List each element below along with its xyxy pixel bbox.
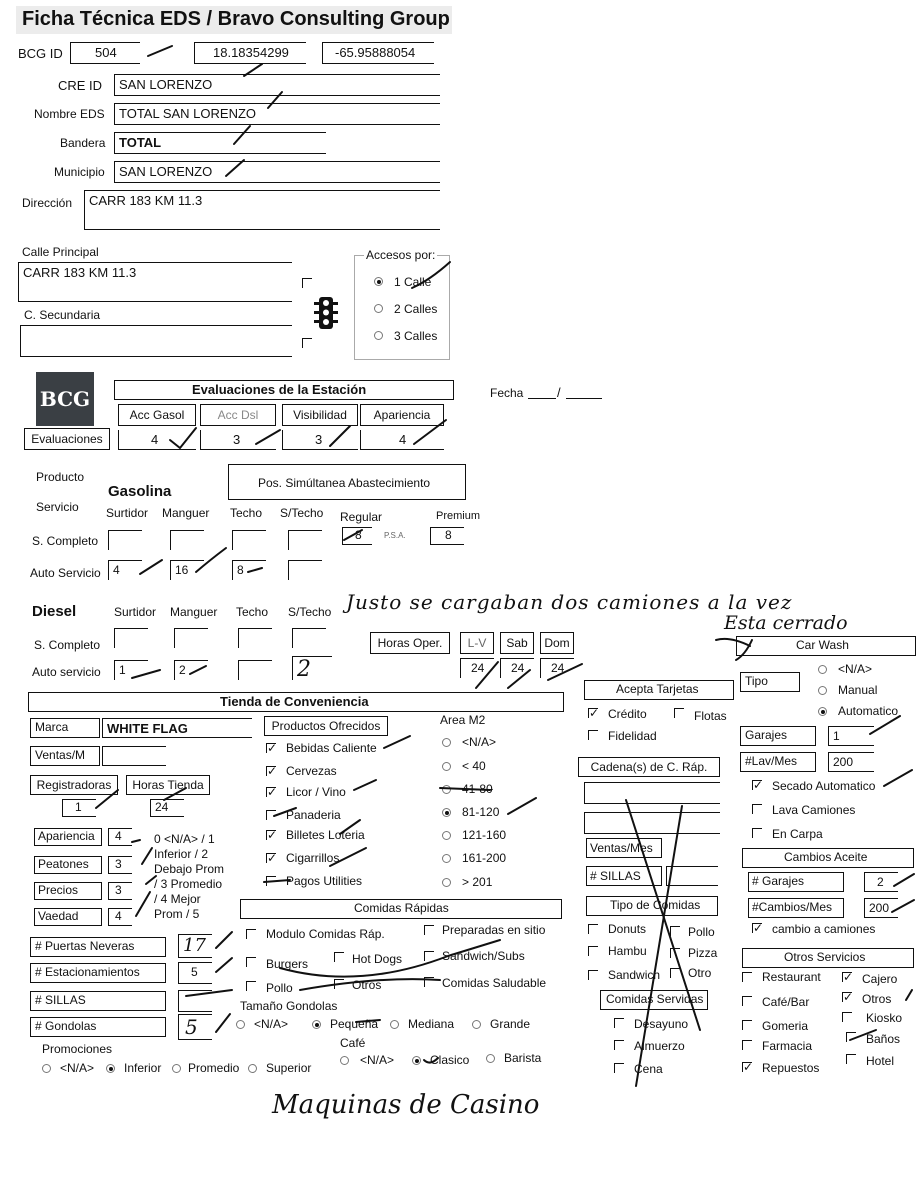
dsl-sc-techo[interactable] bbox=[238, 628, 272, 648]
evaluaciones-button[interactable]: Evaluaciones bbox=[24, 428, 110, 450]
producto-label: Producto bbox=[36, 470, 85, 484]
area-121-160-radio[interactable] bbox=[442, 831, 451, 840]
tamano-pequena-label: Pequeña bbox=[330, 1017, 379, 1031]
cre-id-label: CRE ID bbox=[58, 78, 103, 93]
servida-almuerzo-label: Almuerzo bbox=[634, 1039, 685, 1053]
svc-gomeria-checkbox[interactable] bbox=[742, 1020, 752, 1030]
premium-field[interactable]: 8 bbox=[430, 527, 464, 545]
carwash-title: Car Wash bbox=[796, 638, 849, 652]
gas-as-manguer[interactable]: 16 bbox=[170, 560, 204, 580]
gas-sc-manguer[interactable] bbox=[170, 530, 204, 550]
tamano-pequena-radio[interactable] bbox=[312, 1020, 321, 1029]
gasolina-s-completo-label: S. Completo bbox=[32, 534, 99, 548]
tamano-grande-radio[interactable] bbox=[472, 1020, 481, 1029]
tipo-pollo-label: Pollo bbox=[688, 925, 715, 939]
ventas-m-field[interactable] bbox=[102, 746, 166, 766]
area-41-80-label: 41-80 bbox=[462, 782, 493, 796]
tamano-mediana-radio[interactable] bbox=[390, 1020, 399, 1029]
servida-desayuno-checkbox[interactable] bbox=[614, 1018, 624, 1028]
lav-mes-label: #Lav/Mes bbox=[745, 754, 798, 768]
tamano-mediana-label: Mediana bbox=[408, 1017, 455, 1031]
promo-inferior-label: Inferior bbox=[124, 1061, 162, 1075]
cadena-ventas-label: Ventas/Mes bbox=[586, 838, 662, 858]
pos-simultanea-label: Pos. Simúltanea Abastecimiento bbox=[258, 476, 431, 490]
promo-na-radio[interactable] bbox=[42, 1064, 51, 1073]
comida-burgers-checkbox[interactable] bbox=[246, 957, 256, 967]
gondolas-label: # Gondolas bbox=[35, 1019, 97, 1033]
horas-tienda-label: Horas Tienda bbox=[126, 775, 210, 795]
svc-kiosko-label: Kiosko bbox=[866, 1011, 903, 1025]
tamano-na-radio[interactable] bbox=[236, 1020, 245, 1029]
tarjeta-credito-checkbox[interactable]: ✓ bbox=[589, 706, 600, 720]
gas-as-techo[interactable]: 8 bbox=[232, 560, 266, 580]
diesel-s-completo-label: S. Completo bbox=[34, 638, 101, 652]
promo-na-label: <N/A> bbox=[60, 1061, 95, 1075]
c-secundaria-checkbox[interactable] bbox=[302, 338, 312, 348]
area-161-200-label: 161-200 bbox=[462, 851, 507, 865]
calle-principal-checkbox[interactable] bbox=[302, 278, 312, 288]
prod-licor-checkbox[interactable]: ✓ bbox=[267, 785, 278, 799]
scale-1: Inferior / 2 bbox=[154, 847, 209, 861]
servida-almuerzo-checkbox[interactable] bbox=[614, 1040, 624, 1050]
promo-promedio-label: Promedio bbox=[188, 1061, 240, 1075]
traffic-light-icon bbox=[312, 296, 340, 330]
dsl-as-techo[interactable] bbox=[238, 660, 272, 680]
svc-farmacia-label: Farmacia bbox=[762, 1039, 813, 1053]
carwash-handwritten-note: Esta cerrado bbox=[724, 612, 848, 634]
cambios-mes-label: #Cambios/Mes bbox=[752, 900, 833, 914]
area-na-radio[interactable] bbox=[442, 738, 451, 747]
scale-5: Prom / 5 bbox=[154, 907, 200, 921]
calle-principal-label: Calle Principal bbox=[22, 245, 99, 259]
fecha-label: Fecha bbox=[490, 386, 524, 400]
svc-banos-checkbox[interactable] bbox=[846, 1032, 856, 1042]
area-161-200-radio[interactable] bbox=[442, 854, 451, 863]
page-title: Ficha Técnica EDS / Bravo Consulting Group bbox=[22, 8, 450, 30]
calle-principal-field[interactable]: CARR 183 KM 11.3 bbox=[18, 262, 292, 302]
eval-visibilidad-value[interactable]: 3 bbox=[282, 430, 358, 450]
bandera-field[interactable]: TOTAL bbox=[114, 132, 326, 154]
garajes-label: Garajes bbox=[745, 728, 788, 742]
tienda-sillas-label: # SILLAS bbox=[35, 993, 86, 1007]
registradoras-label: Registradoras bbox=[30, 775, 118, 795]
servida-cena-label: Cena bbox=[634, 1062, 663, 1076]
promociones-label: Promociones bbox=[42, 1042, 113, 1056]
gasolina-auto-label: Auto Servicio bbox=[30, 566, 101, 580]
cambios-mes-field[interactable]: 200 bbox=[864, 898, 898, 918]
prod-cervezas-label: Cervezas bbox=[286, 764, 337, 778]
svc-farmacia-checkbox[interactable] bbox=[742, 1040, 752, 1050]
longitude-field[interactable]: -65.95888054 bbox=[322, 42, 434, 64]
svc-banos-label: Baños bbox=[866, 1032, 901, 1046]
tienda-sillas-field[interactable] bbox=[178, 990, 212, 1012]
comida-burgers-label: Burgers bbox=[266, 957, 309, 971]
cre-id-field[interactable]: SAN LORENZO bbox=[114, 74, 440, 96]
area-81-120-label: 81-120 bbox=[462, 805, 500, 819]
promo-promedio-radio[interactable] bbox=[172, 1064, 181, 1073]
comida-hotdogs-checkbox[interactable] bbox=[334, 952, 344, 962]
accesos-2-radio[interactable] bbox=[374, 304, 383, 313]
tienda-apariencia-label: Apariencia bbox=[38, 829, 95, 843]
cambio-camiones-label: cambio a camiones bbox=[772, 922, 876, 936]
en-carpa-label: En Carpa bbox=[772, 827, 823, 841]
nombre-eds-field[interactable]: TOTAL SAN LORENZO bbox=[114, 103, 440, 125]
cambios-garajes-field[interactable]: 2 bbox=[864, 872, 898, 892]
svc-restaurant-label: Restaurant bbox=[762, 970, 821, 984]
gas-as-surtidor[interactable]: 4 bbox=[108, 560, 142, 580]
svc-cafebar-label: Café/Bar bbox=[762, 995, 810, 1009]
prod-cigarrillos-label: Cigarrillos bbox=[286, 851, 340, 865]
comida-sandwich-label: Sandwich/Subs bbox=[442, 949, 525, 963]
scale-0: 0 <N/A> / 1 bbox=[154, 832, 215, 846]
accesos-2-label: 2 Calles bbox=[394, 302, 438, 316]
gasolina-col-stecho: S/Techo bbox=[280, 506, 324, 520]
estac-field[interactable]: 5 bbox=[178, 962, 212, 984]
servida-desayuno-label: Desayuno bbox=[634, 1017, 689, 1031]
lava-camiones-checkbox[interactable] bbox=[752, 804, 762, 814]
footer-handwritten-note: Maquinas de Casino bbox=[272, 1090, 540, 1120]
prod-utilities-checkbox[interactable] bbox=[266, 876, 276, 886]
cadena-sillas-label: # SILLAS bbox=[586, 866, 662, 886]
diesel-col-surtidor: Surtidor bbox=[114, 605, 157, 619]
svc-otros-checkbox[interactable]: ✓ bbox=[843, 990, 854, 1004]
hours-dom-label: Dom bbox=[540, 632, 574, 654]
regular-field[interactable]: 8 bbox=[342, 527, 372, 545]
tarjeta-credito-label: Crédito bbox=[608, 707, 647, 721]
cafe-barista-label: Barista bbox=[504, 1051, 542, 1065]
prod-panaderia-label: Panaderia bbox=[286, 808, 341, 822]
bcg-logo-text: BCG bbox=[39, 387, 91, 411]
marca-label: Marca bbox=[35, 720, 69, 734]
premium-label: Premium bbox=[436, 510, 481, 522]
tipo-na-radio[interactable] bbox=[818, 665, 827, 674]
prod-cervezas-checkbox[interactable]: ✓ bbox=[267, 764, 278, 778]
tamano-na-label: <N/A> bbox=[254, 1017, 289, 1031]
productos-header: Productos Ofrecidos bbox=[264, 716, 388, 736]
accesos-label: Accesos por: bbox=[366, 248, 436, 262]
otros-servicios-title: Otros Servicios bbox=[784, 950, 866, 964]
accesos-1-radio[interactable] bbox=[374, 277, 383, 286]
psa-label: P.S.A. bbox=[384, 531, 406, 540]
tienda-precios-label: Precios bbox=[38, 883, 79, 897]
svc-cafebar-checkbox[interactable] bbox=[742, 996, 752, 1006]
comida-otros-checkbox[interactable] bbox=[334, 979, 344, 989]
comida-pollo-checkbox[interactable] bbox=[246, 981, 256, 991]
hours-lv-label: L-V bbox=[460, 632, 494, 654]
comidas-servidas-label: Comidas Servidas bbox=[606, 992, 704, 1006]
svc-repuestos-checkbox[interactable]: ✓ bbox=[743, 1060, 754, 1074]
hours-sab-field[interactable]: 24 bbox=[500, 658, 534, 678]
comida-otros-label: Otros bbox=[352, 978, 382, 992]
tipo-otro-checkbox[interactable] bbox=[670, 968, 680, 978]
gas-sc-stecho[interactable] bbox=[288, 530, 322, 550]
cafe-label: Café bbox=[340, 1036, 366, 1050]
direccion-label: Dirección bbox=[22, 196, 73, 210]
comidas-title: Comidas Rápidas bbox=[354, 901, 449, 915]
tamano-gondolas-label: Tamaño Gondolas bbox=[240, 999, 338, 1013]
dsl-as-stecho[interactable]: 2 bbox=[292, 656, 332, 680]
tipo-sandwich-label: Sandwich bbox=[608, 968, 661, 982]
cambios-aceite-label: Cambios Aceite bbox=[784, 850, 868, 864]
tienda-variedad-field[interactable]: 4 bbox=[108, 908, 132, 926]
ventas-m-label: Ventas/M bbox=[35, 748, 86, 762]
accesos-1-label: 1 Calle bbox=[394, 275, 432, 289]
dsl-as-surtidor[interactable]: 1 bbox=[114, 660, 148, 680]
promo-inferior-radio[interactable] bbox=[106, 1064, 115, 1073]
area-gt201-radio[interactable] bbox=[442, 878, 451, 887]
tipo-hambu-label: Hambu bbox=[608, 944, 647, 958]
diesel-col-stecho: S/Techo bbox=[288, 605, 332, 619]
tipo-automatico-radio[interactable] bbox=[818, 707, 827, 716]
hours-lv-field[interactable]: 24 bbox=[460, 658, 494, 678]
horas-oper-label: Horas Oper. bbox=[370, 632, 450, 654]
servicio-label: Servicio bbox=[36, 500, 79, 514]
horas-tienda-field[interactable]: 24 bbox=[150, 799, 184, 817]
comida-sandwich-checkbox[interactable] bbox=[424, 951, 434, 961]
municipio-field[interactable]: SAN LORENZO bbox=[114, 161, 440, 183]
prod-bebidas-label: Bebidas Caliente bbox=[286, 741, 377, 755]
tipo-pizza-checkbox[interactable] bbox=[670, 948, 680, 958]
tienda-peatones-field[interactable]: 3 bbox=[108, 856, 132, 874]
cafe-barista-radio[interactable] bbox=[486, 1054, 495, 1063]
tienda-apariencia-field[interactable]: 4 bbox=[108, 828, 132, 846]
eval-acc-dsl-value[interactable]: 3 bbox=[200, 430, 276, 450]
tipo-sandwich-checkbox[interactable] bbox=[588, 970, 598, 980]
svc-cajero-checkbox[interactable]: ✓ bbox=[843, 970, 854, 984]
hours-dom-field[interactable]: 24 bbox=[540, 658, 574, 678]
tipo-automatico-label: Automatico bbox=[838, 704, 899, 718]
area-41-80-radio[interactable] bbox=[442, 785, 451, 794]
lava-camiones-label: Lava Camiones bbox=[772, 803, 856, 817]
comida-pollo-label: Pollo bbox=[266, 981, 293, 995]
tarjetas-title: Acepta Tarjetas bbox=[616, 682, 699, 696]
cadenas-field-1[interactable] bbox=[584, 782, 720, 804]
diesel-auto-label: Auto servicio bbox=[32, 665, 101, 679]
en-carpa-checkbox[interactable] bbox=[752, 828, 762, 838]
gas-as-stecho[interactable] bbox=[288, 560, 322, 580]
promo-superior-radio[interactable] bbox=[248, 1064, 257, 1073]
dsl-sc-stecho[interactable] bbox=[292, 628, 326, 648]
cadena-sillas-field[interactable] bbox=[666, 866, 718, 886]
gasolina-col-techo: Techo bbox=[230, 506, 263, 520]
tipo-label: Tipo bbox=[745, 674, 768, 688]
cambio-camiones-checkbox[interactable]: ✓ bbox=[753, 921, 764, 935]
nombre-eds-label: Nombre EDS bbox=[34, 107, 105, 121]
tarjeta-flotas-checkbox[interactable] bbox=[674, 708, 684, 718]
svc-repuestos-label: Repuestos bbox=[762, 1061, 820, 1075]
prod-loteria-checkbox[interactable]: ✓ bbox=[267, 828, 278, 842]
direccion-field[interactable]: CARR 183 KM 11.3 bbox=[84, 190, 440, 230]
prod-loteria-label: Billetes Loteria bbox=[286, 828, 365, 842]
neveras-label: # Puertas Neveras bbox=[35, 939, 135, 953]
cadenas-field-2[interactable] bbox=[584, 812, 720, 834]
cambios-garajes-label: # Garajes bbox=[752, 874, 805, 888]
svc-hotel-label: Hotel bbox=[866, 1054, 895, 1068]
prod-panaderia-checkbox[interactable] bbox=[266, 810, 276, 820]
eval-visibilidad-label: Visibilidad bbox=[282, 404, 358, 426]
bandera-label: Bandera bbox=[60, 136, 106, 150]
tipo-donuts-label: Donuts bbox=[608, 922, 647, 936]
comida-preparadas-checkbox[interactable] bbox=[424, 925, 434, 935]
svc-hotel-checkbox[interactable] bbox=[846, 1054, 856, 1064]
lav-mes-field[interactable]: 200 bbox=[828, 752, 874, 772]
gondolas-field[interactable]: 5 bbox=[178, 1014, 212, 1040]
diesel-col-manguer: Manguer bbox=[170, 605, 218, 619]
bcg-id-field[interactable]: 504 bbox=[70, 42, 140, 64]
cadenas-header: Cadena(s) de C. Ráp. bbox=[578, 757, 720, 777]
diesel-col-techo: Techo bbox=[236, 605, 269, 619]
c-secundaria-field[interactable] bbox=[20, 325, 292, 357]
tienda-title: Tienda de Conveniencia bbox=[220, 694, 369, 709]
promo-superior-label: Superior bbox=[266, 1061, 312, 1075]
eval-apariencia-label: Apariencia bbox=[360, 404, 444, 426]
comida-modulo-checkbox[interactable] bbox=[246, 929, 256, 939]
tipo-donuts-checkbox[interactable] bbox=[588, 924, 598, 934]
dsl-sc-manguer[interactable] bbox=[174, 628, 208, 648]
gas-sc-techo[interactable] bbox=[232, 530, 266, 550]
secado-label: Secado Automatico bbox=[772, 779, 876, 793]
svc-cajero-label: Cajero bbox=[862, 972, 898, 986]
tamano-grande-label: Grande bbox=[490, 1017, 531, 1031]
comida-saludable-label: Comidas Saludable bbox=[442, 976, 547, 990]
cafe-na-label: <N/A> bbox=[360, 1053, 395, 1067]
eval-acc-gasol-value[interactable]: 4 bbox=[118, 430, 196, 450]
cafe-clasico-label: Clasico bbox=[430, 1053, 470, 1067]
cafe-na-radio[interactable] bbox=[340, 1056, 349, 1065]
comida-preparadas-label: Preparadas en sitio bbox=[442, 923, 546, 937]
dsl-as-manguer[interactable]: 2 bbox=[174, 660, 208, 680]
garajes-field[interactable]: 1 bbox=[828, 726, 874, 746]
prod-bebidas-checkbox[interactable]: ✓ bbox=[267, 741, 278, 755]
diesel-title: Diesel bbox=[32, 603, 77, 620]
area-gt201-label: > 201 bbox=[462, 875, 493, 889]
area-121-160-label: 121-160 bbox=[462, 828, 507, 842]
area-81-120-radio[interactable] bbox=[442, 808, 451, 817]
svc-otros-label: Otros bbox=[862, 992, 892, 1006]
dsl-sc-surtidor[interactable] bbox=[114, 628, 148, 648]
scale-4: / 4 Mejor bbox=[154, 892, 201, 906]
fecha-field-day[interactable] bbox=[528, 398, 556, 399]
eval-acc-gasol-label: Acc Gasol bbox=[118, 404, 196, 426]
area-lt40-radio[interactable] bbox=[442, 762, 451, 771]
c-secundaria-label: C. Secundaria bbox=[24, 308, 101, 322]
prod-cigarrillos-checkbox[interactable]: ✓ bbox=[267, 851, 278, 865]
prod-utilities-label: Pagos Utilities bbox=[286, 874, 363, 888]
accesos-3-radio[interactable] bbox=[374, 331, 383, 340]
tipo-manual-label: Manual bbox=[838, 683, 878, 697]
cafe-clasico-radio[interactable] bbox=[412, 1056, 421, 1065]
neveras-field[interactable]: 17 bbox=[178, 934, 212, 958]
secado-checkbox[interactable]: ✓ bbox=[753, 778, 764, 792]
tipo-pollo-checkbox[interactable] bbox=[670, 926, 680, 936]
regular-label: Regular bbox=[340, 510, 383, 524]
accesos-3-label: 3 Calles bbox=[394, 329, 438, 343]
bcg-logo bbox=[36, 372, 94, 426]
tarjeta-flotas-label: Flotas bbox=[694, 709, 727, 723]
comida-hotdogs-label: Hot Dogs bbox=[352, 952, 403, 966]
scale-2: Debajo Prom bbox=[154, 862, 225, 876]
tipo-otro-label: Otro bbox=[688, 966, 712, 980]
comida-saludable-checkbox[interactable] bbox=[424, 977, 434, 987]
fecha-field-month[interactable] bbox=[566, 398, 602, 399]
municipio-label: Municipio bbox=[54, 165, 105, 179]
tipo-hambu-checkbox[interactable] bbox=[588, 946, 598, 956]
tienda-variedad-label: Vaedad bbox=[38, 909, 79, 923]
gasolina-col-manguer: Manguer bbox=[162, 506, 210, 520]
marca-field[interactable]: WHITE FLAG bbox=[102, 718, 252, 738]
registradoras-field[interactable]: 1 bbox=[62, 799, 96, 817]
tipo-pizza-label: Pizza bbox=[688, 946, 718, 960]
comida-modulo-label: Modulo Comidas Ráp. bbox=[266, 927, 385, 941]
evaluaciones-title: Evaluaciones de la Estación bbox=[192, 382, 367, 397]
gasolina-title: Gasolina bbox=[108, 483, 172, 500]
eval-acc-dsl-label: Acc Dsl bbox=[200, 404, 276, 426]
eval-apariencia-value[interactable]: 4 bbox=[360, 430, 444, 450]
diesel-handwritten-note: Justo se cargaban dos camiones a la vez bbox=[346, 590, 793, 614]
area-lt40-label: < 40 bbox=[462, 759, 486, 773]
tarjeta-fidelidad-label: Fidelidad bbox=[608, 729, 657, 743]
gas-sc-surtidor[interactable] bbox=[108, 530, 142, 550]
gasolina-col-surtidor: Surtidor bbox=[106, 506, 149, 520]
area-na-label: <N/A> bbox=[462, 735, 497, 749]
estac-label: # Estacionamientos bbox=[35, 965, 140, 979]
svc-gomeria-label: Gomeria bbox=[762, 1019, 809, 1033]
fecha-separator: / bbox=[557, 385, 561, 400]
prod-licor-label: Licor / Vino bbox=[286, 785, 346, 799]
scale-3: / 3 Promedio bbox=[154, 877, 223, 891]
svc-kiosko-checkbox[interactable] bbox=[842, 1012, 852, 1022]
svc-restaurant-checkbox[interactable] bbox=[742, 972, 752, 982]
tipo-na-label: <N/A> bbox=[838, 662, 873, 676]
tienda-peatones-label: Peatones bbox=[38, 857, 89, 871]
tipo-comidas-label: Tipo de Comidas bbox=[610, 898, 701, 912]
tarjeta-fidelidad-checkbox[interactable] bbox=[588, 730, 598, 740]
tipo-manual-radio[interactable] bbox=[818, 686, 827, 695]
hours-sab-label: Sab bbox=[500, 632, 534, 654]
area-m2-label: Area M2 bbox=[440, 713, 486, 727]
bcg-id-label: BCG ID bbox=[18, 46, 63, 61]
tienda-precios-field[interactable]: 3 bbox=[108, 882, 132, 900]
servida-cena-checkbox[interactable] bbox=[614, 1063, 624, 1073]
latitude-field[interactable]: 18.18354299 bbox=[194, 42, 306, 64]
